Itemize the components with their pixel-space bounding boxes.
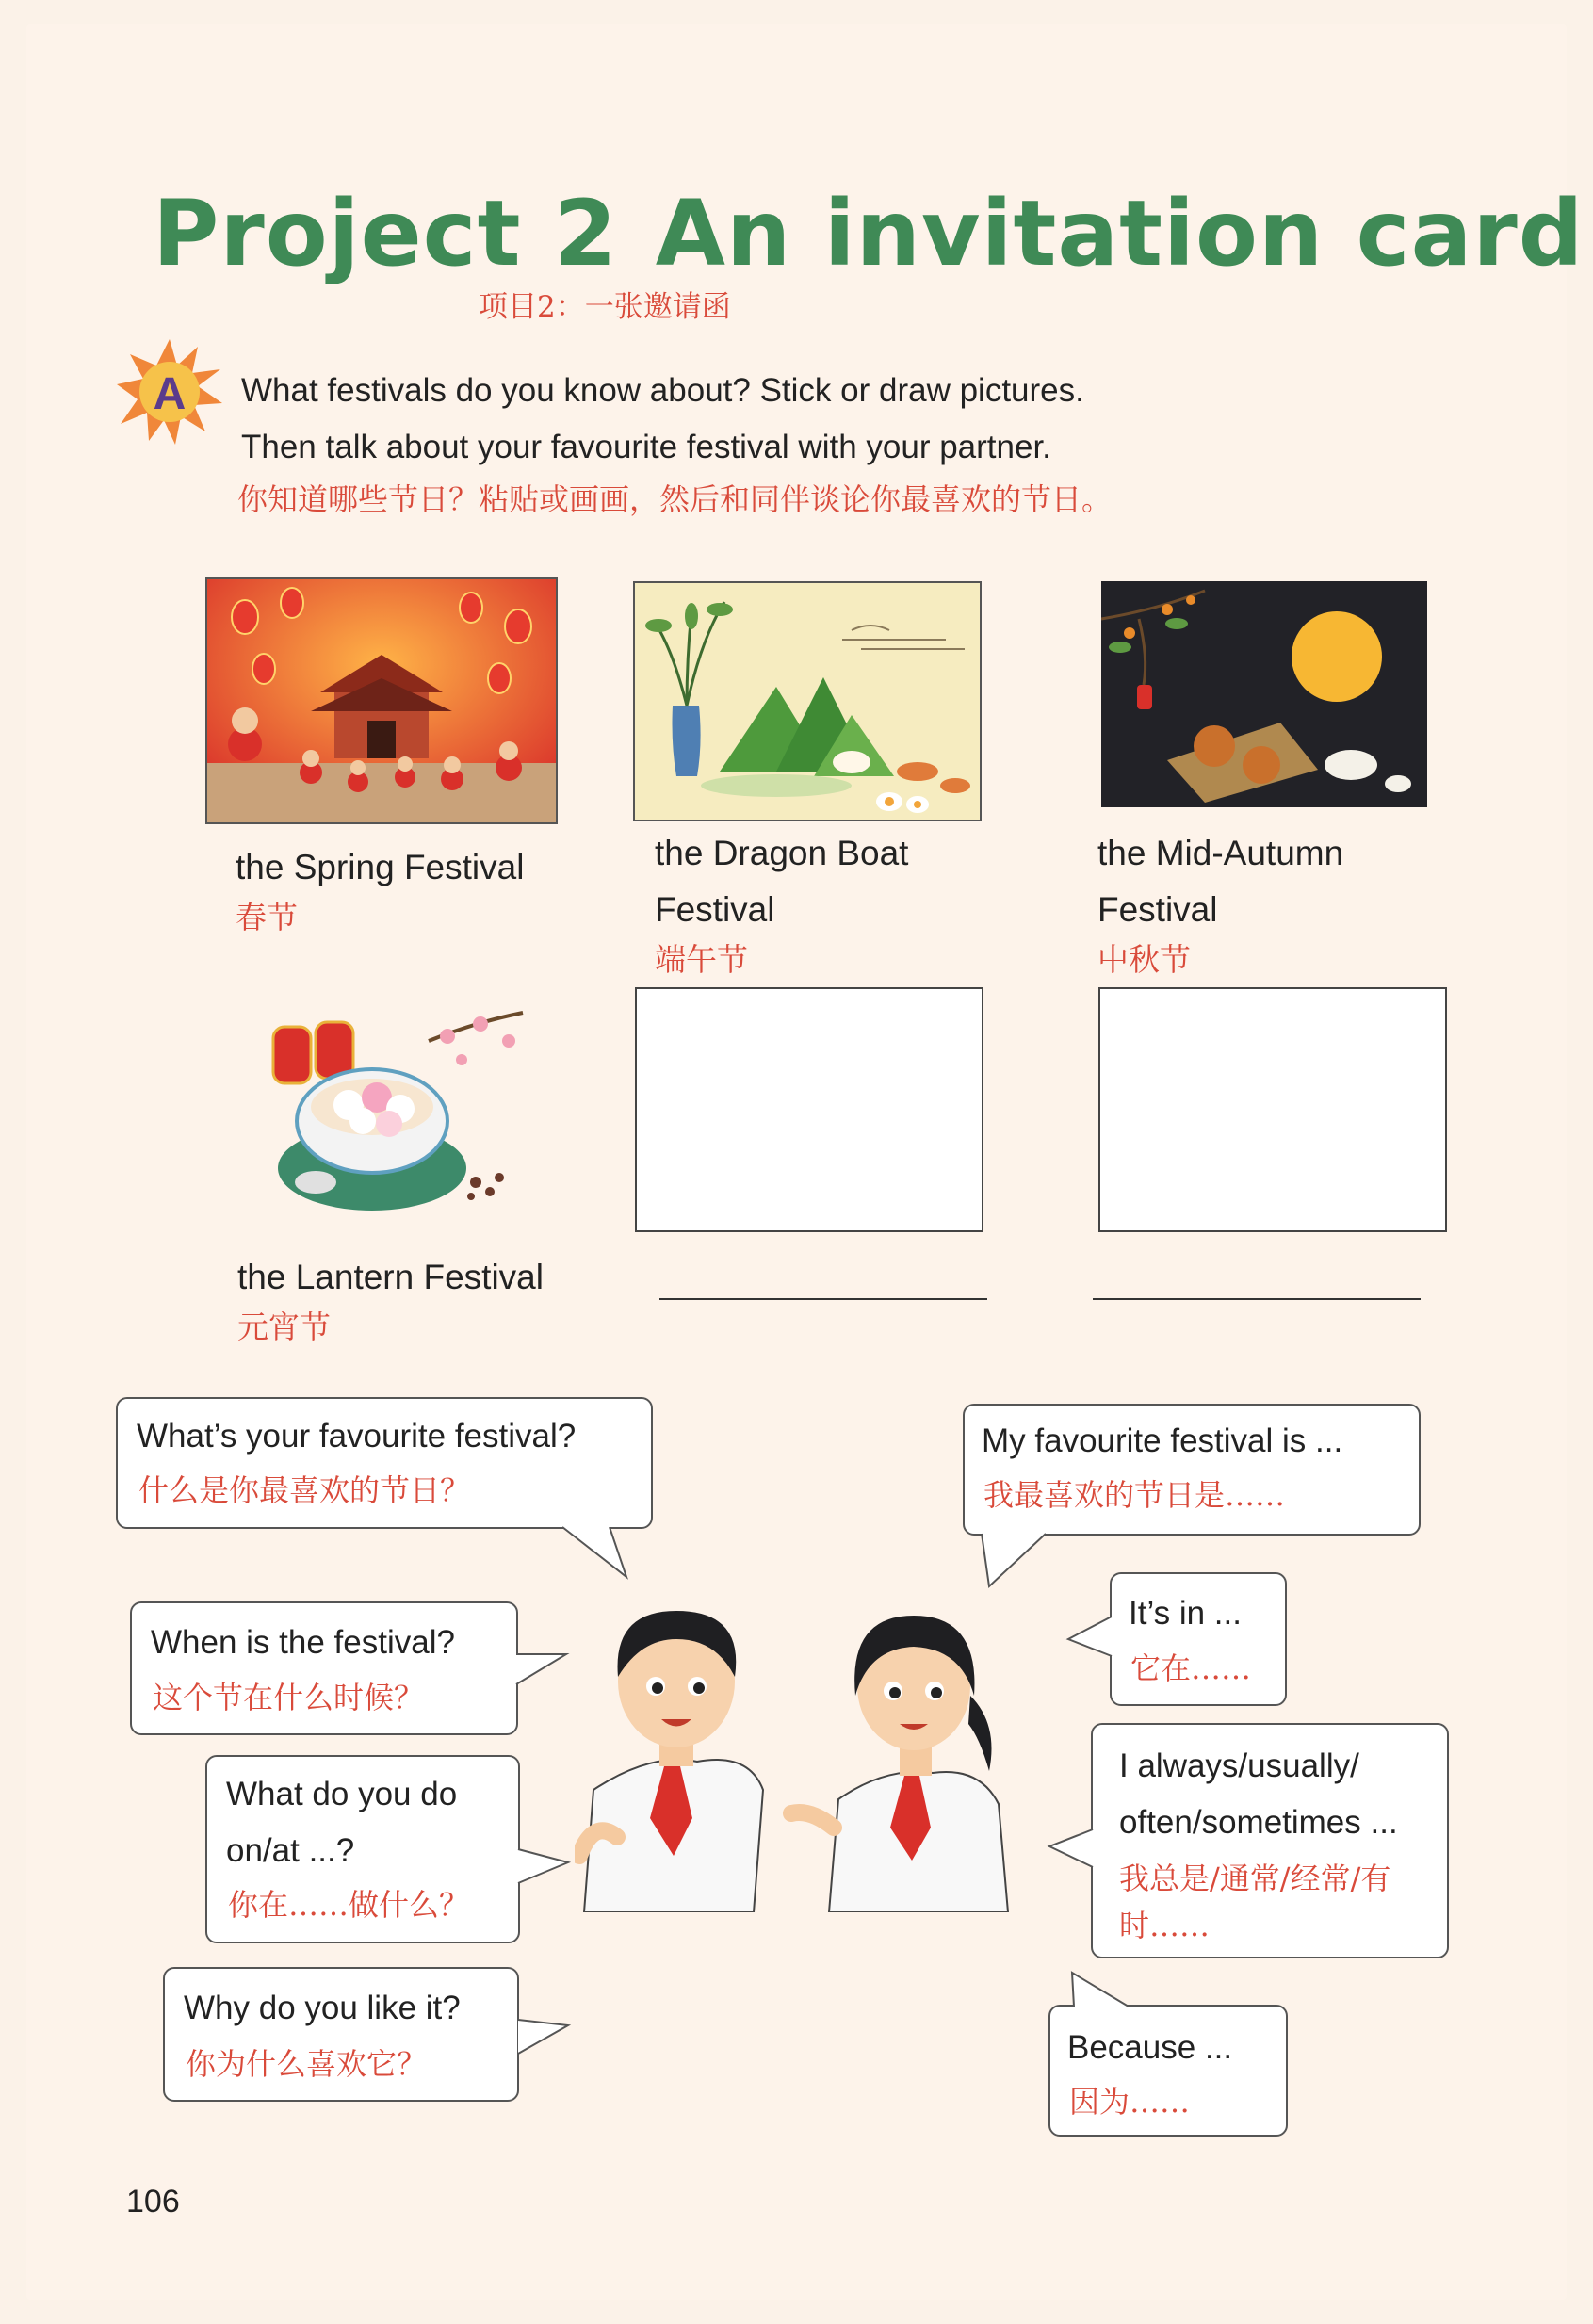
bubble-tail <box>1065 1613 1113 1662</box>
bubble-en: often/sometimes ... <box>1119 1804 1398 1841</box>
bubble-tail <box>516 2016 573 2072</box>
dragon-boat-label-2: Festival <box>655 890 775 929</box>
draw-picture-box-2[interactable] <box>1098 987 1447 1232</box>
bubble-tail <box>514 1647 571 1703</box>
page-title: Project 2 An invitation card <box>153 181 1585 286</box>
instruction-line-2: Then talk about your favourite festival with your partner. <box>241 429 1051 465</box>
dragon-boat-label-1: the Dragon Boat <box>655 834 909 872</box>
spring-festival-label: the Spring Festival <box>236 848 525 886</box>
spring-festival-cn: 春节 <box>236 899 298 935</box>
speech-bubble-when-festival <box>130 1601 518 1735</box>
page-number: 106 <box>126 2184 180 2219</box>
lantern-festival-cn: 元宵节 <box>237 1308 331 1345</box>
children-illustration <box>575 1573 1046 1912</box>
bubble-en: Why do you like it? <box>184 1990 461 2026</box>
mooncake-picture <box>1101 581 1427 807</box>
bubble-en: It’s in ... <box>1129 1595 1242 1632</box>
bubble-zh: 因为…… <box>1069 2084 1191 2120</box>
bubble-zh: 这个节在什么时候？ <box>153 1680 425 1715</box>
boy-figure <box>579 1611 763 1912</box>
dragon-boat-cn: 端午节 <box>655 941 748 978</box>
mid-autumn-label-2: Festival <box>1097 890 1218 929</box>
mid-autumn-cn: 中秋节 <box>1097 941 1191 978</box>
speech-bubble-favourite-festival <box>116 1397 653 1529</box>
speech-bubble-what-do-you-do <box>205 1755 520 1943</box>
draw-picture-box-1[interactable] <box>635 987 983 1232</box>
girl-figure <box>791 1616 1008 1912</box>
bubble-zh: 你为什么喜欢它？ <box>186 2046 428 2082</box>
bubble-en: What’s your favourite festival? <box>137 1418 577 1455</box>
bubble-zh: 时…… <box>1119 1908 1211 1943</box>
instruction-chinese: 你知道哪些节日？粘贴或画画，然后和同伴谈论你最喜欢的节日。 <box>237 481 1113 517</box>
bubble-en: What do you do <box>226 1776 458 1812</box>
tangyuan-picture <box>259 1003 532 1234</box>
bubble-zh: 什么是你最喜欢的节日？ <box>138 1472 471 1508</box>
speech-bubble-always-usually <box>1091 1723 1449 1958</box>
speech-bubble-why-like-it <box>163 1967 519 2102</box>
section-a-badge-icon <box>115 337 224 447</box>
bubble-zh: 你在……做什么？ <box>228 1887 470 1923</box>
bubble-zh: 它在…… <box>1130 1650 1252 1686</box>
page-subtitle: 项目2：一张邀请函 <box>479 290 731 324</box>
spring-festival-frame <box>205 577 558 824</box>
mid-autumn-label-1: the Mid-Autumn <box>1097 834 1344 872</box>
bubble-en: on/at ...? <box>226 1832 355 1869</box>
bubble-tail <box>1070 1971 1136 2008</box>
festival-name-line-2[interactable] <box>1093 1298 1421 1300</box>
bubble-zh: 我最喜欢的节日是…… <box>983 1477 1286 1513</box>
bubble-en: I always/usually/ <box>1119 1747 1359 1784</box>
bubble-tail <box>516 1842 573 1898</box>
festival-name-line-1[interactable] <box>659 1298 987 1300</box>
bubble-tail <box>1046 1826 1095 1875</box>
instruction-line-1: What festivals do you know about? Stick or draw pictures. <box>241 372 1084 409</box>
section-a-badge-label: A <box>153 369 187 419</box>
bubble-tail <box>980 1532 1055 1590</box>
speech-bubble-because <box>1048 2005 1288 2137</box>
bubble-en: Because ... <box>1067 2029 1233 2066</box>
bubble-zh: 我总是/通常/经常/有 <box>1119 1861 1391 1896</box>
lantern-festival-label: the Lantern Festival <box>237 1258 544 1296</box>
speech-bubble-its-in <box>1110 1572 1287 1706</box>
bubble-en: My favourite festival is ... <box>982 1422 1343 1459</box>
zongzi-picture <box>633 581 982 821</box>
bubble-en: When is the festival? <box>151 1624 455 1661</box>
speech-bubble-my-favourite <box>963 1404 1421 1536</box>
